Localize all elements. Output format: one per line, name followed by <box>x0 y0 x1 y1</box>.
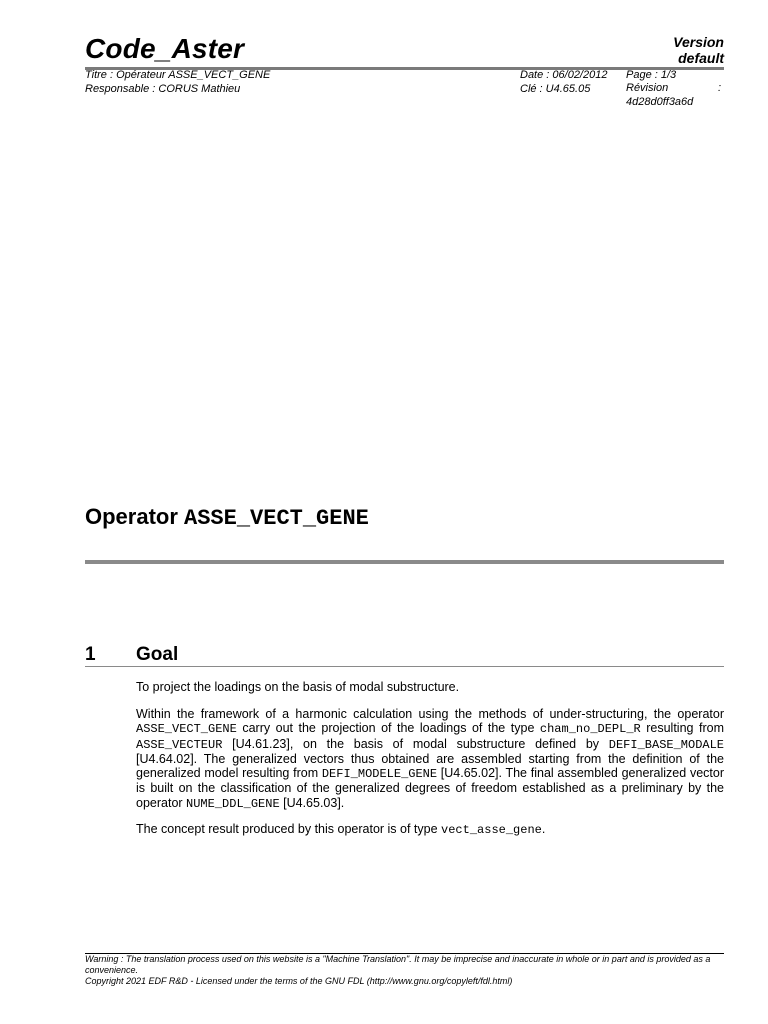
footer-copyright: Copyright 2021 EDF R&D - Licensed under the terms of the GNU FDL (http://www.gnu.org/copyleft/fdl.html) <box>85 976 513 986</box>
header-revision-colon: : <box>718 82 722 94</box>
code-asse-vecteur: ASSE_VECTEUR <box>136 737 223 752</box>
header-page: Page : 1/3 <box>626 69 677 81</box>
section-rule <box>85 666 724 667</box>
version-block <box>673 34 724 66</box>
brand-title: Code_Aster <box>85 33 245 64</box>
paragraph-2 <box>136 707 724 811</box>
header-responsable: Responsable : CORUS Mathieu <box>85 83 241 95</box>
version-value: default <box>678 50 724 66</box>
p2-text-1: Within the framework of a harmonic calculation using the methods of under-structuring, the operator <box>136 707 724 721</box>
p3-text-2: . <box>541 822 546 836</box>
title-rule <box>85 560 724 564</box>
p2-text-5: [U4.64.02]. The generalized vectors thus obtained are assembled starting from the definition of the generalized model resulting from <box>136 751 724 781</box>
header-titre: Titre : Opérateur ASSE_VECT_GENE <box>85 69 271 81</box>
paragraph-3 <box>136 822 724 837</box>
p2-text-7: [U4.65.03]. <box>279 795 345 810</box>
p2-text-2: carry out the projection of the loadings of the type <box>236 721 540 736</box>
code-vect-asse-gene: vect_asse_gene <box>441 823 542 837</box>
code-defi-modele-gene: DEFI_MODELE_GENE <box>321 767 438 782</box>
code-defi-base-modale: DEFI_BASE_MODALE <box>608 737 724 752</box>
header-revision-value: 4d28d0ff3a6d <box>626 96 694 108</box>
p2-text-6: [U4.65.02]. The final assembled generalized vector is built on the classification of the generalized degrees of freedom established as a preliminary by the operator <box>136 766 724 810</box>
version-label: Version <box>673 34 724 50</box>
header-date: Date : 06/02/2012 <box>520 69 608 81</box>
header-revision-label: Révision <box>626 82 669 94</box>
footer-warning: Warning : The translation process used on this website is a "Machine Translation". It may be imprecise and inaccurate in whole or in part and is provided as a convenience. <box>85 954 711 975</box>
title-code: ASSE_VECT_GENE <box>184 506 369 531</box>
code-asse-vect-gene: ASSE_VECT_GENE <box>136 722 237 737</box>
header-cle: Clé : U4.65.05 <box>520 83 591 95</box>
p3-text-1: The concept result produced by this operator is of type <box>136 822 442 836</box>
document-title <box>85 504 369 531</box>
section-number: 1 <box>85 644 96 665</box>
p2-text-4: [U4.61.23], on the basis of modal substructure defined by <box>222 736 609 751</box>
title-prefix: Operator <box>85 504 185 529</box>
p2-text-3: resulting from <box>640 721 724 736</box>
section-heading: Goal <box>136 644 179 665</box>
code-nume-ddl-gene: NUME_DDL_GENE <box>186 796 280 811</box>
code-cham-no-depl-r: cham_no_DEPL_R <box>539 722 641 737</box>
paragraph-1: To project the loadings on the basis of modal substructure. <box>136 680 460 694</box>
